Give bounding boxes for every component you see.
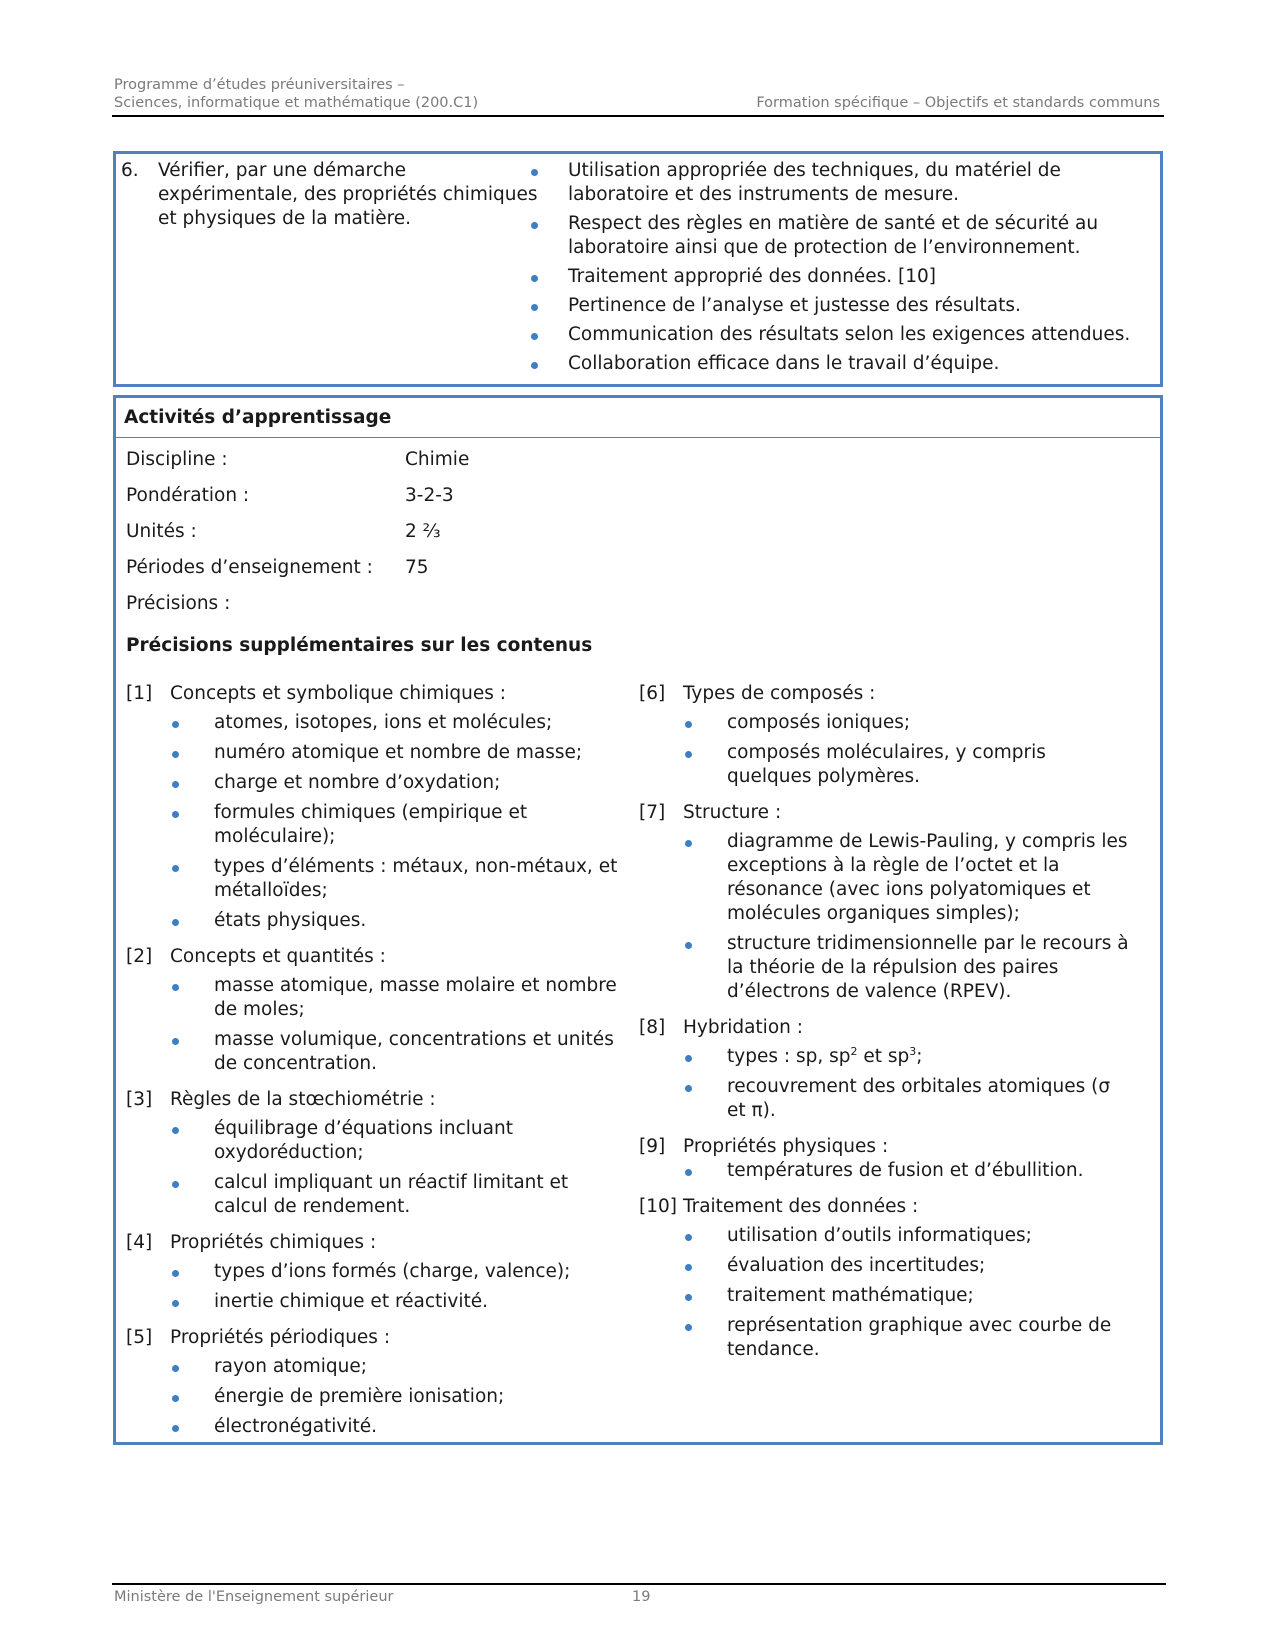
header-line-1: Programme d’études préuniversitaires – (114, 77, 405, 93)
criterion (531, 212, 1151, 260)
item-text-part: ; (916, 1046, 923, 1067)
item-text: structure tridimensionnelle par le recours à la théorie de la répulsion des paires d’électrons de valence (RPEV). (727, 933, 1129, 1002)
list-item (126, 771, 621, 795)
field-label: Discipline : (126, 449, 228, 470)
content-section-1 (126, 682, 621, 933)
objective-number: 6. (121, 160, 139, 181)
section-number: [6] (639, 683, 666, 704)
bullet-icon (685, 1324, 692, 1331)
item-text-part: types : sp, sp (727, 1046, 851, 1067)
field-value: Chimie (405, 449, 470, 470)
list-item (126, 1260, 621, 1284)
item-text: électronégativité. (214, 1416, 378, 1437)
bullet-icon (172, 1181, 179, 1188)
bullet-icon (685, 751, 692, 758)
section-number: [8] (639, 1017, 666, 1038)
content-section-4 (126, 1231, 621, 1314)
field-value: 75 (405, 557, 429, 578)
item-text: inertie chimique et réactivité. (214, 1291, 489, 1312)
field-label: Pondération : (126, 485, 250, 506)
item-text: diagramme de Lewis-Pauling, y compris les exceptions à la règle de l’octet et la résonance (avec ions polyatomiques et molécules organiques simples); (727, 831, 1128, 924)
content-section-3 (126, 1088, 621, 1219)
bullet-icon (685, 1264, 692, 1271)
bullet-icon (685, 1085, 692, 1092)
list-item (639, 932, 1134, 1004)
item-text-part: et sp (857, 1046, 910, 1067)
list-item (639, 1224, 1134, 1248)
section-title: Concepts et quantités : (170, 946, 386, 967)
field-value: 3-2-3 (405, 485, 454, 506)
criterion (531, 265, 1151, 289)
field-value: 2 ⅔ (405, 521, 441, 542)
bullet-icon (685, 1234, 692, 1241)
content-section-2 (126, 945, 621, 1076)
item-text: formules chimiques (empirique et moléculaire); (214, 802, 528, 847)
content-section-8 (639, 1016, 1134, 1123)
item-text: masse atomique, masse molaire et nombre de moles; (214, 975, 617, 1020)
list-item (639, 1045, 1134, 1069)
list-item (639, 830, 1134, 926)
criterion-text: Utilisation appropriée des techniques, du matériel de laboratoire et des instruments de mesure. (568, 160, 1061, 205)
list-item (639, 1159, 1134, 1183)
criterion-text: Respect des règles en matière de santé et de sécurité au laboratoire ainsi que de protection de l’environnement. (568, 213, 1099, 258)
content-section-10 (639, 1195, 1134, 1362)
section-number: [1] (126, 683, 153, 704)
item-text: équilibrage d’équations incluant oxydoréduction; (214, 1118, 513, 1163)
bullet-icon (172, 984, 179, 991)
list-item (639, 1314, 1134, 1362)
page-number: 19 (632, 1589, 651, 1605)
bullet-icon (172, 865, 179, 872)
item-text: évaluation des incertitudes; (727, 1255, 986, 1276)
item-text: températures de fusion et d’ébullition. (727, 1160, 1084, 1181)
item-text: recouvrement des orbitales atomiques (σ et π). (727, 1076, 1111, 1121)
list-item (126, 1385, 621, 1409)
list-item (639, 741, 1134, 789)
superscript: 2 (850, 1045, 858, 1058)
section-number: [5] (126, 1327, 153, 1348)
objective-text: Vérifier, par une démarche expérimentale, des propriétés chimiques et physiques de la matière. (158, 160, 538, 229)
content-column-left (126, 682, 621, 1451)
item-text: calcul impliquant un réactif limitant et calcul de rendement. (214, 1172, 569, 1217)
content-section-6 (639, 682, 1134, 789)
item-text: numéro atomique et nombre de masse; (214, 742, 583, 763)
item-text: états physiques. (214, 910, 367, 931)
footer-ministry: Ministère de l'Enseignement supérieur (114, 1589, 394, 1605)
criterion-text: Pertinence de l’analyse et justesse des résultats. (568, 295, 1021, 316)
bullet-icon (685, 1169, 692, 1176)
item-text: charge et nombre d’oxydation; (214, 772, 501, 793)
criterion-text: Collaboration efficace dans le travail d’équipe. (568, 353, 1000, 374)
bullet-icon (172, 1425, 179, 1432)
section-title: Structure : (683, 802, 782, 823)
section-title: Hybridation : (683, 1017, 803, 1038)
list-item (126, 855, 621, 903)
bullet-icon (172, 721, 179, 728)
section-title: Règles de la stœchiométrie : (170, 1089, 436, 1110)
item-text: composés moléculaires, y compris quelques polymères. (727, 742, 1046, 787)
item-text: types d’ions formés (charge, valence); (214, 1261, 571, 1282)
bullet-icon (172, 811, 179, 818)
content-section-7 (639, 801, 1134, 1004)
criterion (531, 159, 1151, 207)
list-item (639, 1075, 1134, 1123)
list-item (126, 1117, 621, 1165)
activities-title: Activités d’apprentissage (116, 398, 1160, 438)
list-item (126, 1171, 621, 1219)
header-program (114, 76, 478, 112)
list-item (126, 741, 621, 765)
criterion (531, 352, 1151, 376)
list-item (126, 801, 621, 849)
list-item (639, 1284, 1134, 1308)
list-item (639, 711, 1134, 735)
content-section-9 (639, 1135, 1134, 1183)
section-number: [10] (639, 1196, 677, 1217)
bullet-icon (685, 721, 692, 728)
bullet-icon (172, 781, 179, 788)
field-label: Unités : (126, 521, 197, 542)
activities-box (113, 395, 1163, 1445)
section-number: [9] (639, 1136, 666, 1157)
item-text: types d’éléments : métaux, non-métaux, et métalloïdes; (214, 856, 618, 901)
bullet-icon (172, 1127, 179, 1134)
bullet-icon (531, 275, 538, 282)
bullet-icon (172, 1365, 179, 1372)
header-line-2: Sciences, informatique et mathématique (200.C1) (114, 95, 479, 111)
item-text: représentation graphique avec courbe de tendance. (727, 1315, 1112, 1360)
field-label: Précisions : (126, 593, 231, 614)
list-item (126, 1355, 621, 1379)
list-item (126, 711, 621, 735)
item-text: atomes, isotopes, ions et molécules; (214, 712, 553, 733)
list-item (639, 1254, 1134, 1278)
bullet-icon (172, 1395, 179, 1402)
section-number: [7] (639, 802, 666, 823)
bullet-icon (172, 1270, 179, 1277)
list-item (126, 974, 621, 1022)
section-title: Propriétés périodiques : (170, 1327, 391, 1348)
item-text: composés ioniques; (727, 712, 911, 733)
bullet-icon (685, 1055, 692, 1062)
list-item (126, 1028, 621, 1076)
bullet-icon (531, 333, 538, 340)
bullet-icon (172, 919, 179, 926)
bullet-icon (531, 362, 538, 369)
bullet-icon (172, 751, 179, 758)
field-label: Périodes d’enseignement : (126, 557, 373, 578)
criterion-text: Traitement approprié des données. [10] (568, 266, 936, 287)
list-item (126, 909, 621, 933)
bullet-icon (172, 1038, 179, 1045)
section-title: Propriétés chimiques : (170, 1232, 377, 1253)
bullet-icon (172, 1300, 179, 1307)
section-title: Concepts et symbolique chimiques : (170, 683, 507, 704)
criterion (531, 323, 1151, 347)
bullet-icon (531, 304, 538, 311)
superscript: 3 (909, 1045, 917, 1058)
section-number: [3] (126, 1089, 153, 1110)
objective-box (113, 151, 1163, 387)
section-number: [4] (126, 1232, 153, 1253)
bullet-icon (685, 942, 692, 949)
section-title: Traitement des données : (683, 1196, 919, 1217)
criterion-text: Communication des résultats selon les exigences attendues. (568, 324, 1131, 345)
item-text: masse volumique, concentrations et unités de concentration. (214, 1029, 614, 1074)
item-text: traitement mathématique; (727, 1285, 974, 1306)
list-item (126, 1290, 621, 1314)
criteria-list (531, 159, 1151, 381)
content-subtitle: Précisions supplémentaires sur les contenus (126, 635, 593, 656)
section-number: [2] (126, 946, 153, 967)
bullet-icon (531, 169, 538, 176)
item-text: utilisation d’outils informatiques; (727, 1225, 1032, 1246)
criterion (531, 294, 1151, 318)
bullet-icon (531, 222, 538, 229)
content-section-5 (126, 1326, 621, 1439)
page-header (112, 76, 1164, 117)
section-title: Propriétés physiques : (683, 1136, 889, 1157)
bullet-icon (685, 840, 692, 847)
list-item (126, 1415, 621, 1439)
content-column-right (639, 682, 1134, 1374)
item-text (727, 1046, 923, 1067)
bullet-icon (685, 1294, 692, 1301)
item-text: rayon atomique; (214, 1356, 367, 1377)
item-text: énergie de première ionisation; (214, 1386, 505, 1407)
page-footer (112, 1583, 1166, 1613)
header-section: Formation spécifique – Objectifs et standards communs (756, 95, 1160, 111)
section-title: Types de composés : (683, 683, 876, 704)
